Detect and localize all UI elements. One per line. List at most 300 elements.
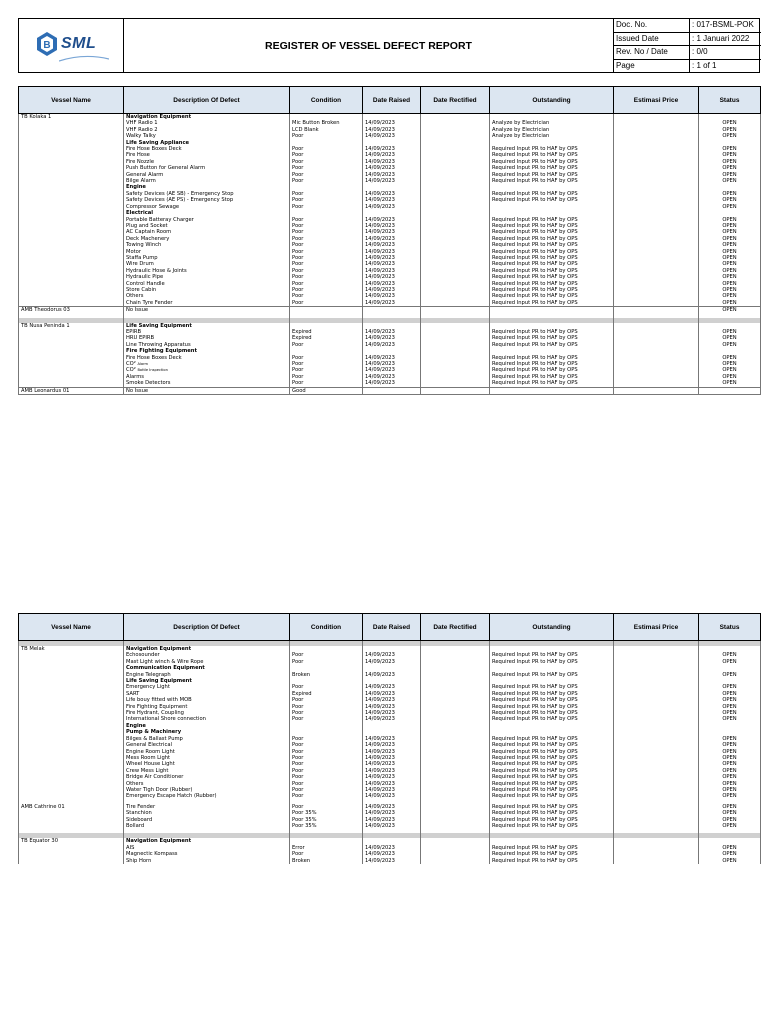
table-row (19, 300, 761, 307)
status-cell: OPEN (699, 172, 761, 178)
condition-cell: Expired (290, 329, 363, 335)
date-rectified-cell (421, 380, 490, 387)
outstanding-cell: Required Input PR to HAF by OPS (490, 774, 614, 780)
outstanding-cell: Required Input PR to HAF by OPS (490, 691, 614, 697)
defect-description: Fire Fighting Equipment (126, 703, 188, 710)
date-raised-cell: 14/09/2023 (363, 255, 421, 261)
condition-cell: Mic Button Broken (290, 120, 363, 126)
meta-row-page (614, 60, 761, 74)
defect-description: Stanchion (126, 810, 152, 817)
estimasi-price-cell (614, 387, 699, 394)
date-raised-cell: 14/09/2023 (363, 845, 421, 851)
outstanding-cell: Required Input PR to HAF by OPS (490, 823, 614, 829)
outstanding-cell: Required Input PR to HAF by OPS (490, 281, 614, 287)
status-cell: OPEN (699, 127, 761, 133)
status-cell: OPEN (699, 697, 761, 703)
outstanding-cell: Required Input PR to HAF by OPS (490, 851, 614, 857)
status-cell: OPEN (699, 361, 761, 367)
outstanding-cell: Required Input PR to HAF by OPS (490, 236, 614, 242)
condition-cell: Poor (290, 261, 363, 267)
defect-description: HRU EPIRB (126, 335, 155, 342)
vessel-name-cell: AMB Theodorus 03 (19, 307, 124, 314)
condition-cell: Poor (290, 781, 363, 787)
status-cell: OPEN (699, 229, 761, 235)
outstanding-cell: Required Input PR to HAF by OPS (490, 329, 614, 335)
condition-cell: Poor (290, 652, 363, 658)
status-cell: OPEN (699, 133, 761, 139)
vessel-name-cell (19, 858, 124, 864)
outstanding-cell: Required Input PR to HAF by OPS (490, 659, 614, 665)
defect-description: Sideboard (126, 816, 153, 823)
condition-cell: Expired (290, 691, 363, 697)
date-raised-cell: 14/09/2023 (363, 172, 421, 178)
status-cell: OPEN (699, 749, 761, 755)
date-raised-cell: 14/09/2023 (363, 178, 421, 184)
status-cell: OPEN (699, 261, 761, 267)
date-raised-cell: 14/09/2023 (363, 191, 421, 197)
status-cell: OPEN (699, 307, 761, 314)
condition-cell: Poor (290, 191, 363, 197)
date-raised-cell: 14/09/2023 (363, 152, 421, 158)
date-raised-cell: 14/09/2023 (363, 697, 421, 703)
defect-description: Towing Winch (126, 242, 162, 249)
defect-description: Fire Hydrant, Coupling (126, 710, 184, 717)
outstanding-cell: Required Input PR to HAF by OPS (490, 736, 614, 742)
date-raised-cell: 14/09/2023 (363, 217, 421, 223)
defect-description: International Shore connection (126, 716, 206, 723)
condition-cell: Poor 35% (290, 823, 363, 829)
date-raised-cell: 14/09/2023 (363, 742, 421, 748)
defect-description: Life Saving Appliance (126, 139, 190, 146)
logo-text: SML (61, 35, 97, 52)
condition-cell: Poor (290, 742, 363, 748)
condition-cell: Poor (290, 704, 363, 710)
defect-description: Fire Hose Boxes Deck (126, 354, 182, 361)
date-raised-cell: 14/09/2023 (363, 261, 421, 267)
defect-description: SART (126, 690, 140, 697)
outstanding-cell: Required Input PR to HAF by OPS (490, 261, 614, 267)
date-raised-cell: 14/09/2023 (363, 781, 421, 787)
condition-cell: Poor (290, 146, 363, 152)
condition-cell: Poor (290, 159, 363, 165)
date-raised-cell: 14/09/2023 (363, 159, 421, 165)
col-header-date-rectified: Date Rectified (421, 614, 490, 641)
status-cell: OPEN (699, 197, 761, 203)
defect-description: Alarms (126, 373, 144, 380)
table-row (19, 387, 761, 394)
condition-cell: Poor (290, 804, 363, 810)
status-cell: OPEN (699, 810, 761, 816)
outstanding-cell: Required Input PR to HAF by OPS (490, 152, 614, 158)
vessel-name-cell: AMB Leonardus 01 (19, 387, 124, 394)
date-raised-cell: 14/09/2023 (363, 204, 421, 210)
defect-description: Portable Batteray Charger (126, 216, 194, 223)
condition-cell: Poor (290, 293, 363, 299)
date-raised-cell: 14/09/2023 (363, 300, 421, 307)
outstanding-cell: Required Input PR to HAF by OPS (490, 781, 614, 787)
vessel-name-cell: TB Nusa Peninda 1 (19, 323, 124, 329)
defect-description: Deck Machenery (126, 235, 170, 242)
condition-cell: Poor (290, 274, 363, 280)
outstanding-cell: Required Input PR to HAF by OPS (490, 242, 614, 248)
defect-description: Others (126, 293, 144, 300)
outstanding-cell: Required Input PR to HAF by OPS (490, 172, 614, 178)
status-cell: OPEN (699, 293, 761, 299)
date-raised-cell: 14/09/2023 (363, 787, 421, 793)
defect-table-2 (18, 613, 761, 864)
status-cell: OPEN (699, 374, 761, 380)
defect-description: Safety Devices (AE SB) - Emergency Stop (126, 190, 234, 197)
defect-description: Safety Devices (AE PS) - Emergency Stop (126, 197, 234, 204)
status-cell: OPEN (699, 781, 761, 787)
outstanding-cell: Required Input PR to HAF by OPS (490, 342, 614, 348)
defect-description: AC Captain Room (126, 229, 172, 236)
outstanding-cell: Required Input PR to HAF by OPS (490, 749, 614, 755)
status-cell (699, 387, 761, 394)
date-raised-cell: 14/09/2023 (363, 817, 421, 823)
status-cell: OPEN (699, 742, 761, 748)
status-cell: OPEN (699, 817, 761, 823)
status-cell: OPEN (699, 159, 761, 165)
table-header-row (19, 614, 761, 641)
date-rectified-cell (421, 387, 490, 394)
meta-key: Rev. No / Date (614, 46, 690, 59)
defect-description: Emergency Light (126, 684, 170, 691)
condition-cell: Error (290, 845, 363, 851)
status-cell: OPEN (699, 793, 761, 799)
outstanding-cell: Required Input PR to HAF by OPS (490, 367, 614, 373)
defect-description: Navigation Equipment (126, 838, 192, 845)
outstanding-cell: Required Input PR to HAF by OPS (490, 697, 614, 703)
defect-description: Engine Room Light (126, 748, 175, 755)
defect-table-1-body (19, 114, 761, 395)
date-raised-cell: 14/09/2023 (363, 249, 421, 255)
status-cell: OPEN (699, 787, 761, 793)
defect-description: Hydraulic Hose & Joints (126, 267, 187, 274)
outstanding-cell: Required Input PR to HAF by OPS (490, 845, 614, 851)
date-raised-cell: 14/09/2023 (363, 287, 421, 293)
condition-cell: Poor (290, 242, 363, 248)
defect-description: Staffa Pump (126, 254, 158, 261)
outstanding-cell: Required Input PR to HAF by OPS (490, 761, 614, 767)
date-raised-cell: 14/09/2023 (363, 659, 421, 665)
status-cell: OPEN (699, 217, 761, 223)
status-cell: OPEN (699, 858, 761, 864)
estimasi-price-cell (614, 307, 699, 314)
defect-description: AIS (126, 844, 135, 851)
outstanding-cell: Required Input PR to HAF by OPS (490, 361, 614, 367)
meta-row-issued-date (614, 33, 761, 47)
status-cell: OPEN (699, 268, 761, 274)
date-raised-cell: 14/09/2023 (363, 804, 421, 810)
outstanding-cell: Required Input PR to HAF by OPS (490, 229, 614, 235)
date-raised-cell: 14/09/2023 (363, 851, 421, 857)
condition-cell: Poor (290, 716, 363, 722)
date-rectified-cell (421, 300, 490, 307)
condition-cell: Poor (290, 355, 363, 361)
col-header-date-raised: Date Raised (363, 87, 421, 114)
outstanding-cell: Required Input PR to HAF by OPS (490, 274, 614, 280)
condition-cell: Broken (290, 672, 363, 678)
condition-cell: Poor (290, 281, 363, 287)
col-header-condition: Condition (290, 614, 363, 641)
condition-cell: Poor (290, 268, 363, 274)
outstanding-cell (490, 307, 614, 314)
estimasi-price-cell (614, 858, 699, 864)
outstanding-cell: Analyze by Electrician (490, 120, 614, 126)
logo-swoosh-icon (59, 55, 109, 63)
outstanding-cell: Analyze by Electrician (490, 127, 614, 133)
condition-cell: Poor (290, 749, 363, 755)
defect-description: Navigation Equipment (126, 646, 192, 652)
outstanding-cell: Required Input PR to HAF by OPS (490, 217, 614, 223)
defect-description: Life Saving Equipment (126, 678, 192, 685)
condition-cell: Poor (290, 342, 363, 348)
status-cell: OPEN (699, 152, 761, 158)
col-header-vessel-name: Vessel Name (19, 614, 124, 641)
outstanding-cell: Required Input PR to HAF by OPS (490, 300, 614, 307)
date-raised-cell: 14/09/2023 (363, 749, 421, 755)
status-cell: OPEN (699, 804, 761, 810)
status-cell: OPEN (699, 236, 761, 242)
date-raised-cell: 14/09/2023 (363, 793, 421, 799)
col-header-vessel-name: Vessel Name (19, 87, 124, 114)
date-raised-cell: 14/09/2023 (363, 335, 421, 341)
defect-description: Tire Fender (126, 803, 156, 810)
outstanding-cell: Required Input PR to HAF by OPS (490, 178, 614, 184)
outstanding-cell: Required Input PR to HAF by OPS (490, 787, 614, 793)
defect-table-2-body (19, 641, 761, 865)
condition-cell: Poor (290, 229, 363, 235)
meta-value: : 1 of 1 (692, 60, 717, 70)
condition-cell: Poor (290, 787, 363, 793)
condition-cell: Poor 35% (290, 810, 363, 816)
condition-cell: Poor (290, 761, 363, 767)
outstanding-cell (490, 114, 614, 121)
meta-key: Page (614, 60, 690, 74)
defect-description: Control Handle (126, 280, 165, 287)
status-cell: OPEN (699, 204, 761, 210)
defect-description: Life Saving Equipment (126, 322, 192, 329)
condition-cell: Poor (290, 361, 363, 367)
defect-description-cell (124, 114, 290, 121)
condition-cell: Poor (290, 380, 363, 387)
col-header-description: Description Of Defect (124, 87, 290, 114)
outstanding-cell: Required Input PR to HAF by OPS (490, 335, 614, 341)
defect-description: Motor (126, 248, 141, 255)
defect-description: Engine (126, 722, 146, 729)
defect-description: Compressor Sewage (126, 203, 180, 210)
table-row (19, 307, 761, 314)
defect-table-1 (18, 86, 761, 395)
col-header-description: Description Of Defect (124, 614, 290, 641)
condition-cell: Poor (290, 684, 363, 690)
date-raised-cell: 14/09/2023 (363, 342, 421, 348)
col-header-estimasi-price: Estimasi Price (614, 614, 699, 641)
meta-value: : 1 Januari 2022 (692, 33, 750, 43)
outstanding-cell: Required Input PR to HAF by OPS (490, 293, 614, 299)
defect-description: Electrical (126, 210, 154, 217)
status-cell: OPEN (699, 178, 761, 184)
outstanding-cell: Required Input PR to HAF by OPS (490, 672, 614, 678)
status-cell: OPEN (699, 684, 761, 690)
date-raised-cell: 14/09/2023 (363, 716, 421, 722)
defect-description: Life bouy fitted with MOB (126, 697, 192, 704)
date-raised-cell: 14/09/2023 (363, 710, 421, 716)
outstanding-cell: Required Input PR to HAF by OPS (490, 768, 614, 774)
document-meta (614, 19, 761, 72)
condition-cell: Poor (290, 374, 363, 380)
defect-description: Fire Hose (126, 152, 150, 159)
outstanding-cell: Required Input PR to HAF by OPS (490, 810, 614, 816)
col-header-date-raised: Date Raised (363, 614, 421, 641)
date-raised-cell: 14/09/2023 (363, 774, 421, 780)
defect-description: Magnectic Kompass (126, 851, 178, 858)
date-raised-cell: 14/09/2023 (363, 146, 421, 152)
condition-cell: Poor (290, 774, 363, 780)
date-raised-cell: 14/09/2023 (363, 367, 421, 373)
date-raised-cell: 14/09/2023 (363, 858, 421, 864)
defect-description: Bridge Air Conditioner (126, 774, 184, 781)
outstanding-cell: Required Input PR to HAF by OPS (490, 652, 614, 658)
outstanding-cell: Required Input PR to HAF by OPS (490, 268, 614, 274)
date-raised-cell: 14/09/2023 (363, 120, 421, 126)
svg-text:B: B (43, 40, 51, 51)
date-raised-cell: 14/09/2023 (363, 329, 421, 335)
outstanding-cell: Required Input PR to HAF by OPS (490, 710, 614, 716)
defect-description-cell (124, 858, 290, 864)
date-raised-cell: 14/09/2023 (363, 281, 421, 287)
condition-cell: Poor (290, 793, 363, 799)
defect-description: Chain Tyre Fender (126, 299, 173, 306)
meta-value: : 0/0 (692, 47, 708, 56)
condition-cell: Poor (290, 178, 363, 184)
meta-key: Issued Date (614, 33, 690, 46)
estimasi-price-cell (614, 300, 699, 307)
condition-cell: Poor (290, 255, 363, 261)
document-title: REGISTER OF VESSEL DEFECT REPORT (124, 19, 614, 72)
defect-description: Water Tigh Door (Rubber) (126, 786, 193, 793)
col-header-condition: Condition (290, 87, 363, 114)
condition-cell: Poor (290, 165, 363, 171)
outstanding-cell: Required Input PR to HAF by OPS (490, 355, 614, 361)
status-cell: OPEN (699, 300, 761, 307)
defect-description: Bollard (126, 822, 145, 829)
vessel-name-cell (19, 380, 124, 387)
date-raised-cell: 14/09/2023 (363, 268, 421, 274)
outstanding-cell: Required Input PR to HAF by OPS (490, 287, 614, 293)
defect-description: Mess Room Light (126, 754, 171, 761)
estimasi-price-cell (614, 380, 699, 387)
status-cell: OPEN (699, 335, 761, 341)
outstanding-cell: Required Input PR to HAF by OPS (490, 255, 614, 261)
status-cell: OPEN (699, 281, 761, 287)
status-cell: OPEN (699, 716, 761, 722)
condition-cell: Poor (290, 697, 363, 703)
date-raised-cell: 14/09/2023 (363, 810, 421, 816)
status-cell: OPEN (699, 223, 761, 229)
defect-description-cell (124, 307, 290, 314)
date-raised-cell: 14/09/2023 (363, 274, 421, 280)
date-raised-cell: 14/09/2023 (363, 823, 421, 829)
document-header (18, 18, 760, 73)
defect-description: Communication Equipment (126, 665, 205, 672)
condition-cell: Poor (290, 152, 363, 158)
outstanding-cell: Required Input PR to HAF by OPS (490, 249, 614, 255)
date-rectified-cell (421, 307, 490, 314)
defect-description: Hydraulic Pipe (126, 274, 164, 281)
status-cell: OPEN (699, 672, 761, 678)
status-cell: OPEN (699, 120, 761, 126)
outstanding-cell: Required Input PR to HAF by OPS (490, 793, 614, 799)
defect-description: Wire Drum (126, 261, 154, 268)
vessel-name-cell: AMB Cathrine 01 (19, 804, 124, 810)
col-header-outstanding: Outstanding (490, 614, 614, 641)
condition-cell: Poor (290, 172, 363, 178)
outstanding-cell: Required Input PR to HAF by OPS (490, 159, 614, 165)
status-cell: OPEN (699, 242, 761, 248)
outstanding-cell: Required Input PR to HAF by OPS (490, 165, 614, 171)
status-cell: OPEN (699, 249, 761, 255)
date-rectified-cell (421, 858, 490, 864)
condition-cell (290, 307, 363, 314)
defect-description: No Issue (126, 387, 149, 394)
condition-cell: Poor (290, 755, 363, 761)
vessel-name-cell: TB Melak (19, 646, 124, 652)
defect-description: Bilges & Ballast Pump (126, 735, 183, 742)
defect-description: Mast Light winch & Wire Rope (126, 658, 204, 665)
date-raised-cell: 14/09/2023 (363, 361, 421, 367)
col-header-status: Status (699, 87, 761, 114)
date-rectified-cell (421, 114, 490, 121)
date-raised-cell: 14/09/2023 (363, 704, 421, 710)
status-cell: OPEN (699, 165, 761, 171)
condition-cell: LCD Blank (290, 127, 363, 133)
condition-cell (290, 114, 363, 121)
date-raised-cell: 14/09/2023 (363, 755, 421, 761)
status-cell: OPEN (699, 191, 761, 197)
condition-cell: Poor (290, 367, 363, 373)
date-raised-cell: 14/09/2023 (363, 374, 421, 380)
defect-description: Push Button for General Alarm (126, 165, 206, 172)
defect-description: General Electrical (126, 742, 172, 749)
date-raised-cell: 14/09/2023 (363, 652, 421, 658)
status-cell: OPEN (699, 329, 761, 335)
condition-cell: Poor (290, 249, 363, 255)
outstanding-cell: Required Input PR to HAF by OPS (490, 223, 614, 229)
defect-description: CO² (126, 361, 136, 368)
defect-description: Engine (126, 184, 146, 191)
condition-cell: Poor 35% (290, 817, 363, 823)
date-raised-cell: 14/09/2023 (363, 127, 421, 133)
status-cell: OPEN (699, 761, 761, 767)
date-raised-cell: 14/09/2023 (363, 133, 421, 139)
category-row (19, 114, 761, 121)
date-raised-cell: 14/09/2023 (363, 736, 421, 742)
status-cell: OPEN (699, 146, 761, 152)
vessel-name-cell: TB Equator 30 (19, 838, 124, 844)
defect-description: Line Throwing Apparatus (126, 341, 191, 348)
outstanding-cell: Required Input PR to HAF by OPS (490, 380, 614, 387)
defect-note: Bottle Inspection (137, 368, 168, 373)
vessel-name-cell (19, 300, 124, 307)
vessel-name-cell: TB Kolaka 1 (19, 114, 124, 121)
date-raised-cell: 14/09/2023 (363, 761, 421, 767)
outstanding-cell: Required Input PR to HAF by OPS (490, 817, 614, 823)
condition-cell: Poor (290, 287, 363, 293)
defect-description: Store Cabin (126, 286, 157, 293)
defect-description: Plug and Socket (126, 222, 168, 229)
